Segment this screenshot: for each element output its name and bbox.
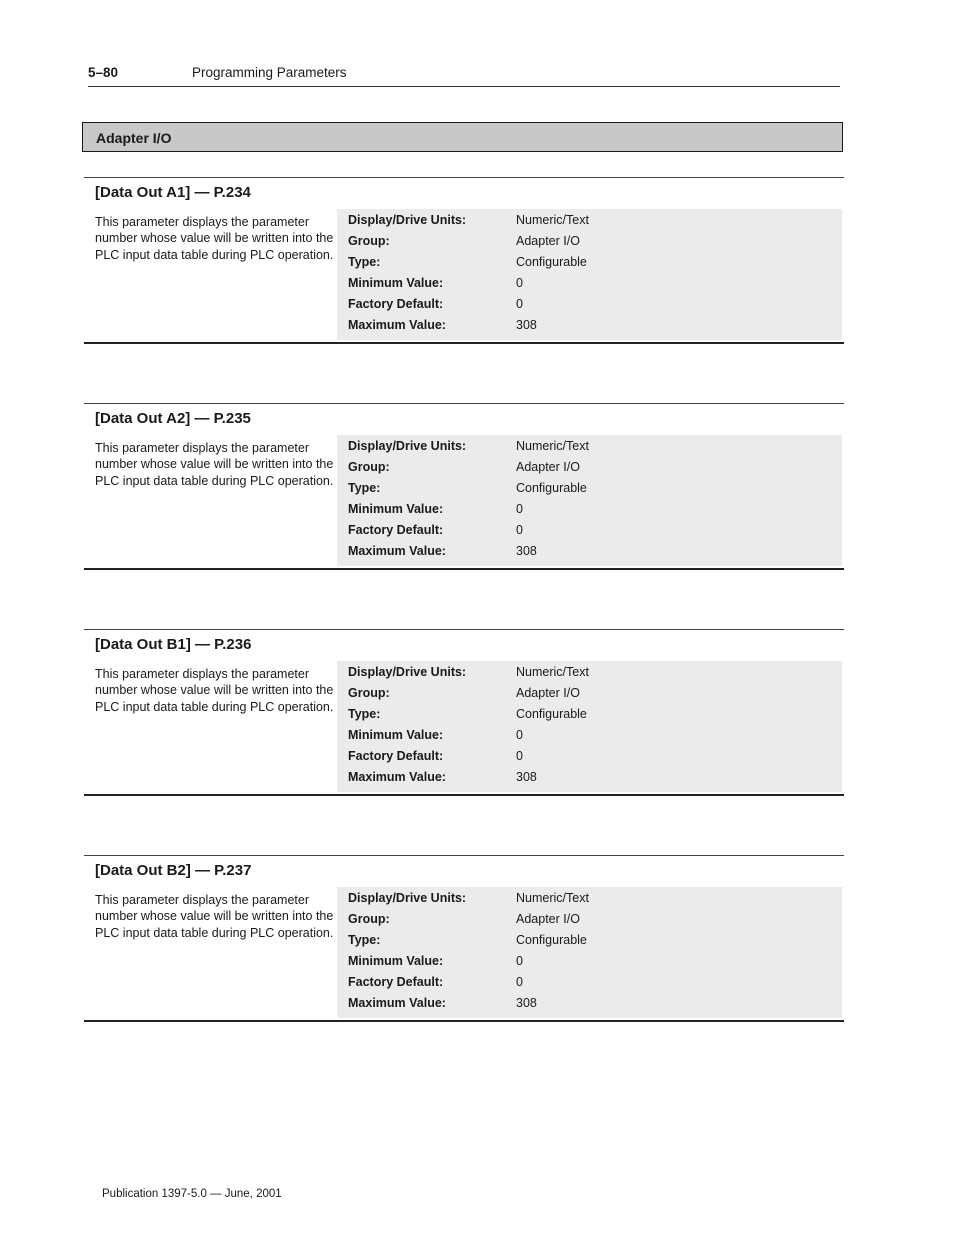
row-value: 308 [516,318,537,332]
parameter-row [337,477,842,498]
parameter-description: This parameter displays the parameter number whose value will be written into the PLC input data table during PLC operation. [95,441,334,488]
row-value: Configurable [516,933,587,947]
parameter-row [337,766,842,787]
parameter-table [337,435,842,566]
row-value: Adapter I/O [516,234,580,248]
row-value: 0 [516,523,523,537]
row-value: 0 [516,728,523,742]
parameter-table [337,887,842,1018]
row-label: Minimum Value: [348,502,444,516]
row-label: Display/Drive Units: [348,891,467,905]
parameter-block [84,629,844,796]
parameter-description: This parameter displays the parameter number whose value will be written into the PLC input data table during PLC operation. [95,667,334,714]
row-value: 0 [516,297,523,311]
parameter-row [337,745,842,766]
parameter-row [337,435,842,456]
row-label: Group: [348,234,390,248]
parameter-row [337,929,842,950]
parameter-row [337,661,842,682]
parameter-row [337,498,842,519]
row-label: Minimum Value: [348,276,444,290]
row-value: Numeric/Text [516,439,589,453]
row-label: Type: [348,255,381,269]
row-value: 308 [516,996,537,1010]
row-label: Factory Default: [348,523,444,537]
parameter-row [337,519,842,540]
row-label: Group: [348,912,390,926]
parameter-row [337,908,842,929]
row-label: Group: [348,686,390,700]
parameter-row [337,992,842,1013]
parameter-table [337,661,842,792]
parameter-row [337,209,842,230]
page-header [88,62,840,87]
row-value: 308 [516,544,537,558]
parameter-row [337,703,842,724]
page-number: 5–80 [88,65,119,80]
parameter-table [337,209,842,340]
row-value: 308 [516,770,537,784]
row-label: Type: [348,933,381,947]
row-value: 0 [516,954,523,968]
row-label: Maximum Value: [348,544,446,558]
parameter-row [337,682,842,703]
parameter-description: This parameter displays the parameter number whose value will be written into the PLC input data table during PLC operation. [95,893,334,940]
row-label: Group: [348,460,390,474]
parameter-row [337,293,842,314]
row-value: Numeric/Text [516,213,589,227]
row-label: Minimum Value: [348,728,444,742]
section-title: Adapter I/O [96,130,172,146]
parameter-row [337,724,842,745]
row-label: Maximum Value: [348,318,446,332]
row-label: Minimum Value: [348,954,444,968]
row-label: Maximum Value: [348,996,446,1010]
row-value: 0 [516,276,523,290]
parameter-row [337,887,842,908]
parameter-title: [Data Out A2] — P.235 [95,410,251,427]
row-label: Type: [348,707,381,721]
row-label: Factory Default: [348,749,444,763]
parameter-row [337,456,842,477]
parameter-title: [Data Out B2] — P.237 [95,862,252,879]
parameter-row [337,950,842,971]
row-label: Maximum Value: [348,770,446,784]
row-value: 0 [516,975,523,989]
row-label: Factory Default: [348,975,444,989]
parameter-title: [Data Out A1] — P.234 [95,184,251,201]
row-label: Type: [348,481,381,495]
parameter-block [84,403,844,570]
row-value: Adapter I/O [516,686,580,700]
row-value: Configurable [516,255,587,269]
row-label: Display/Drive Units: [348,665,467,679]
parameter-row [337,230,842,251]
row-value: Adapter I/O [516,460,580,474]
row-value: Numeric/Text [516,891,589,905]
row-label: Display/Drive Units: [348,213,467,227]
row-value: 0 [516,749,523,763]
publication-footer: Publication 1397-5.0 — June, 2001 [102,1188,282,1200]
parameter-row [337,251,842,272]
row-value: Configurable [516,707,587,721]
parameter-block [84,855,844,1022]
parameter-row [337,314,842,335]
row-value: Configurable [516,481,587,495]
section-banner [82,122,843,152]
parameter-title: [Data Out B1] — P.236 [95,636,252,653]
parameter-row [337,971,842,992]
row-value: Adapter I/O [516,912,580,926]
parameter-row [337,272,842,293]
row-value: 0 [516,502,523,516]
parameter-description: This parameter displays the parameter number whose value will be written into the PLC input data table during PLC operation. [95,215,334,262]
parameter-row [337,540,842,561]
parameter-block [84,177,844,344]
row-value: Numeric/Text [516,665,589,679]
chapter-title: Programming Parameters [192,65,347,80]
row-label: Factory Default: [348,297,444,311]
row-label: Display/Drive Units: [348,439,467,453]
